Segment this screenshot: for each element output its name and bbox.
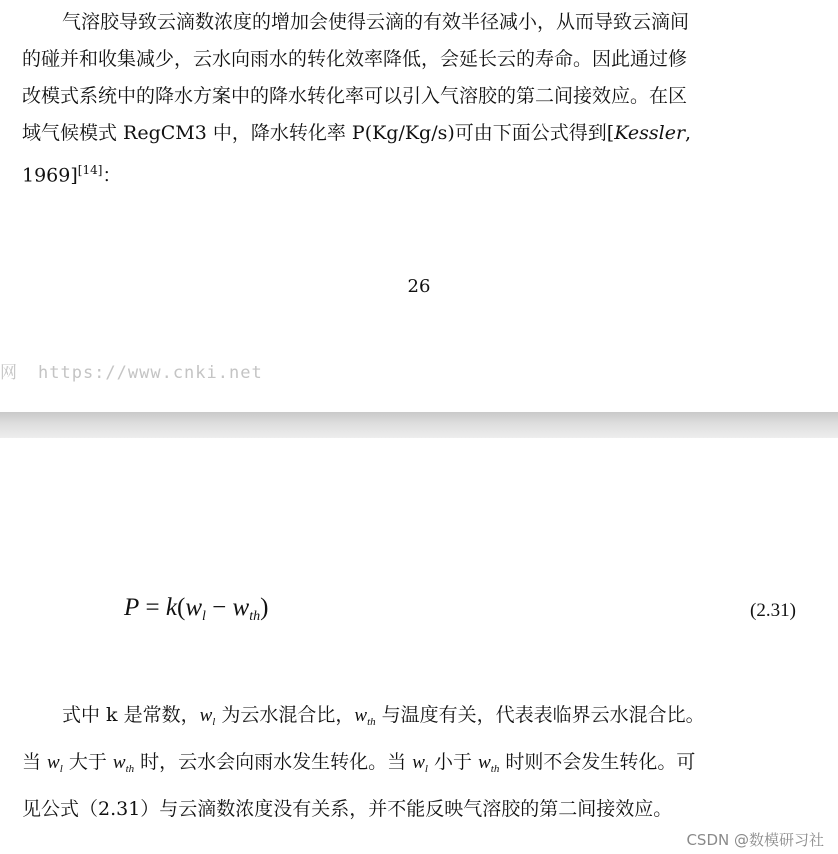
text-span: 时，云水会向雨水发生转化。当 — [134, 751, 413, 773]
var-sub: l — [424, 763, 428, 775]
equation — [124, 594, 268, 625]
text-span: , — [685, 122, 692, 144]
formula-paren-open: ( — [177, 594, 186, 621]
var-w: w — [412, 752, 425, 773]
text-line — [22, 115, 812, 152]
var-w: w — [199, 705, 213, 726]
watermark-url: https://www.cnki.net — [38, 363, 263, 383]
text-span: 为云水混合比， — [215, 704, 355, 726]
text-span: 式中 k 是常数， — [62, 704, 200, 726]
text-span: 当 — [22, 751, 48, 773]
csdn-watermark: CSDN @数模研习社 — [686, 831, 824, 849]
text-span: 与温度有关，代表表临界云水混合比。 — [375, 704, 705, 726]
text-span: 时则不会发生转化。可 — [499, 751, 696, 773]
text-line — [22, 739, 812, 786]
page-separator — [0, 412, 838, 438]
text-span: ： — [102, 164, 122, 187]
var-sub: th — [490, 763, 500, 775]
citation-year: 1969] — [22, 164, 78, 187]
paragraph-intro — [22, 4, 812, 194]
formula-k: k — [165, 594, 177, 621]
var-w: w — [47, 752, 60, 773]
formula-w2-sub: th — [249, 609, 261, 624]
formula-w1: w — [185, 594, 203, 621]
formula-lhs: P — [124, 594, 140, 621]
formula-w2: w — [232, 594, 250, 621]
text-span: 小于 — [427, 751, 479, 773]
text-line — [22, 152, 812, 194]
text-line: 改模式系统中的降水方案中的降水转化率可以引入气溶胶的第二间接效应。在区 — [22, 85, 688, 107]
formula-equals: = — [139, 594, 166, 621]
text-line: 的碰并和收集减少，云水向雨水的转化效率降低，会延长云的寿命。因此通过修 — [22, 48, 688, 70]
var-w: w — [478, 752, 491, 773]
page-number: 26 — [407, 276, 431, 297]
citation-author: Kessler — [614, 122, 686, 144]
var-sub: l — [59, 763, 63, 775]
reference-marker: [14] — [77, 163, 103, 177]
text-line: 见公式（2.31）与云滴数浓度没有关系，并不能反映气溶胶的第二间接效应。 — [22, 798, 673, 820]
var-sub: l — [212, 716, 216, 728]
var-w: w — [112, 752, 126, 773]
text-span: 域气候模式 RegCM3 中，降水转化率 P(Kg/Kg/s)可由下面公式得到[ — [22, 122, 615, 144]
var-sub: th — [367, 716, 376, 728]
cnki-watermark — [0, 358, 263, 383]
var-w: w — [354, 705, 368, 726]
text-span: 大于 — [62, 751, 113, 773]
equation-number: (2.31) — [750, 600, 796, 621]
text-line: 气溶胶导致云滴数浓度的增加会使得云滴的有效半径减小，从而导致云滴间 — [62, 11, 690, 33]
watermark-fragment: 网 — [0, 363, 18, 383]
paragraph-explanation — [22, 692, 812, 833]
text-line — [22, 692, 812, 739]
formula-paren-close: ) — [260, 594, 269, 621]
var-sub: th — [125, 763, 135, 775]
formula-minus: − — [205, 594, 233, 621]
formula-w1-sub: l — [202, 609, 206, 624]
